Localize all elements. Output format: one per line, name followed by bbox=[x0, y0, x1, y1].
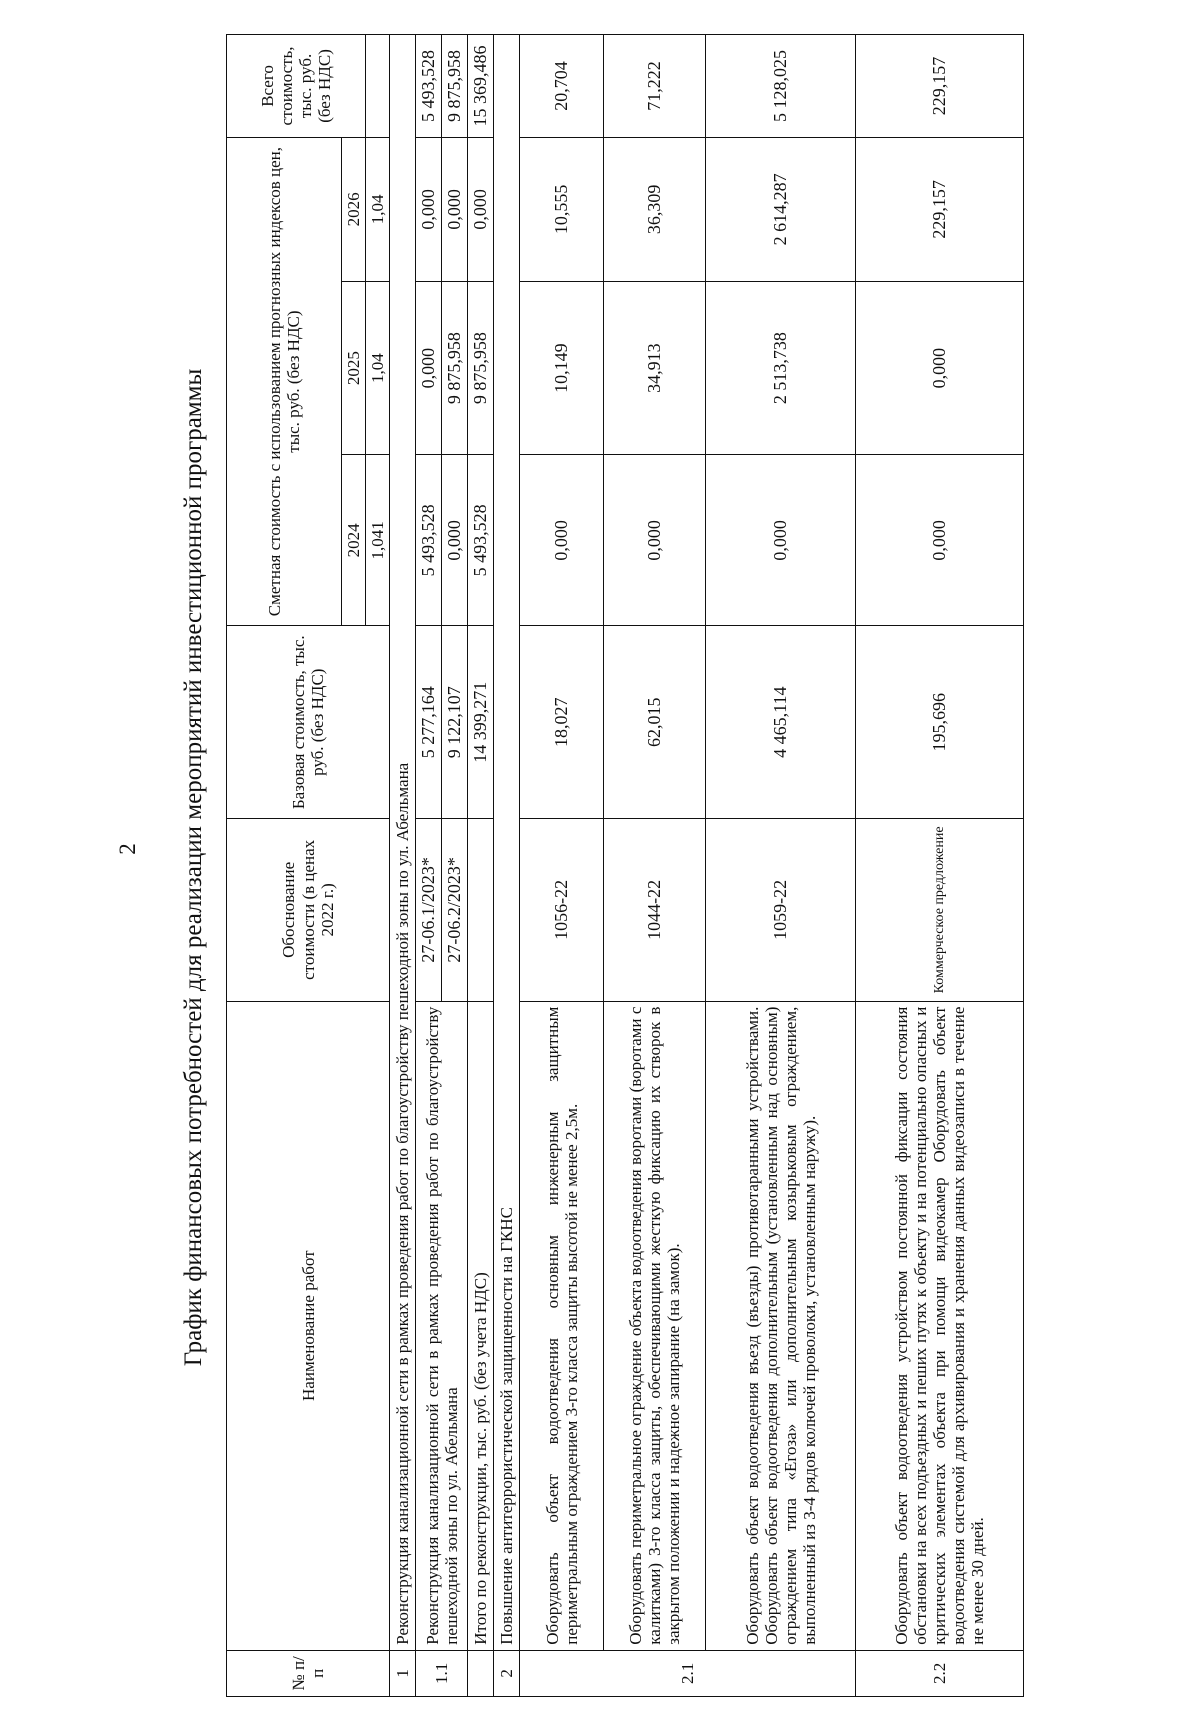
rotated-page-content bbox=[174, 20, 1074, 1715]
row-2-1-b-basis: 1044-22 bbox=[604, 819, 706, 1002]
table-row bbox=[390, 35, 416, 1697]
row-2-1-a-basis: 1056-22 bbox=[520, 819, 604, 1002]
subtotal-2024: 5 493,528 bbox=[468, 455, 494, 626]
section-1-title: Реконструкция канализационной сети в рамках проведения работ по благоустройству пешеходной зоны по ул. Абельмана bbox=[390, 35, 416, 1651]
row-2-1-c-total: 5 128,025 bbox=[706, 35, 856, 138]
row-2-1-a-2024: 0,000 bbox=[520, 455, 604, 626]
row-2-2-base: 195,696 bbox=[856, 626, 1024, 819]
section-2-title: Повышение антитеррористической защищенности на ГКНС bbox=[494, 35, 520, 1651]
header-total-blank bbox=[366, 35, 390, 138]
subtotal-2026: 0,000 bbox=[468, 137, 494, 281]
row-2-1-b-2026: 36,309 bbox=[604, 137, 706, 281]
row-1-1-2025-a: 0,000 bbox=[416, 281, 442, 455]
header-num: № п/п bbox=[227, 1650, 390, 1696]
row-2-2-2025: 0,000 bbox=[856, 281, 1024, 455]
row-2-1-b-base: 62,015 bbox=[604, 626, 706, 819]
row-2-2-total: 229,157 bbox=[856, 35, 1024, 138]
row-2-1-c-2026: 2 614,287 bbox=[706, 137, 856, 281]
table-row bbox=[604, 35, 706, 1697]
row-2-1-a-total: 20,704 bbox=[520, 35, 604, 138]
header-year-2024: 2024 bbox=[342, 455, 366, 626]
row-2-2-basis: Коммерческое предложение bbox=[856, 819, 1024, 1002]
section-1-num: 1 bbox=[390, 1650, 416, 1696]
row-1-1-total-a: 5 493,528 bbox=[416, 35, 442, 138]
row-2-1-b-total: 71,222 bbox=[604, 35, 706, 138]
header-index-2024: 1,041 bbox=[366, 455, 390, 626]
subtotal-basis-blank bbox=[468, 819, 494, 1002]
row-1-1-2026-b: 0,000 bbox=[442, 137, 468, 281]
subtotal-2025: 9 875,958 bbox=[468, 281, 494, 455]
header-base-cost: Базовая стоимость, тыс. руб. (без НДС) bbox=[227, 626, 390, 819]
row-2-1-b-2025: 34,913 bbox=[604, 281, 706, 455]
table-row bbox=[416, 35, 442, 1697]
header-year-2025: 2025 bbox=[342, 281, 366, 455]
row-1-1-2025-b: 9 875,958 bbox=[442, 281, 468, 455]
section-2-num: 2 bbox=[494, 1650, 520, 1696]
table-row bbox=[520, 35, 604, 1697]
row-1-1-base-b: 9 122,107 bbox=[442, 626, 468, 819]
table-row bbox=[856, 35, 1024, 1697]
row-1-1-2024-a: 5 493,528 bbox=[416, 455, 442, 626]
table-row bbox=[706, 35, 856, 1697]
subtotal-base: 14 399,271 bbox=[468, 626, 494, 819]
row-2-1-a-name: Оборудовать объект водоотведения основным инженерным защитным периметральным ограждением 3-го класса защиты высотой не менее 2,5м. bbox=[520, 1001, 604, 1650]
row-2-2-num: 2.2 bbox=[856, 1650, 1024, 1696]
financial-schedule-table bbox=[226, 34, 1024, 1697]
header-index-2026: 1,04 bbox=[366, 137, 390, 281]
header-index-2025: 1,04 bbox=[366, 281, 390, 455]
row-1-1-base-a: 5 277,164 bbox=[416, 626, 442, 819]
row-1-1-2024-b: 0,000 bbox=[442, 455, 468, 626]
row-2-1-c-2024: 0,000 bbox=[706, 455, 856, 626]
row-2-1-c-basis: 1059-22 bbox=[706, 819, 856, 1002]
row-2-1-c-name: Оборудовать объект водоотведения въезд (въезды) противотаранными устройствами. Оборудовать объект водоотведения дополнительным (установленным над основным) ограждением типа «Егоза» или дополнительным козырьковым ограждением, выполненный из 3-4 рядов колючей проволоки, установленным наружу). bbox=[706, 1001, 856, 1650]
row-2-2-2026: 229,157 bbox=[856, 137, 1024, 281]
row-2-1-b-name: Оборудовать периметральное ограждение объекта водоотведения воротами (воротами с калитками) 3-го класса защиты, обеспечивающими жесткую фиксацию их створок в закрытом положении и надежное запирание (на замок). bbox=[604, 1001, 706, 1650]
header-year-2026: 2026 bbox=[342, 137, 366, 281]
subtotal-total: 15 369,486 bbox=[468, 35, 494, 138]
page-number: 2 bbox=[115, 843, 140, 855]
row-1-1-name: Реконструкция канализационной сети в рамках проведения работ по благоустройству пешеходной зоны по ул. Абельмана bbox=[416, 1001, 468, 1650]
row-1-1-basis-a: 27-06.1/2023* bbox=[416, 819, 442, 1002]
header-basis: Обоснование стоимости (в ценах 2022 г.) bbox=[227, 819, 390, 1002]
table-row bbox=[494, 35, 520, 1697]
row-2-1-c-2025: 2 513,738 bbox=[706, 281, 856, 455]
header-total: Всего стоимость, тыс. руб. (без НДС) bbox=[227, 35, 366, 138]
header-estimated-cost: Сметная стоимость с использованием прогнозных индексов цен, тыс. руб. (без НДС) bbox=[227, 137, 342, 625]
subtotal-label: Итого по реконструкции, тыс. руб. (без учета НДС) bbox=[468, 1001, 494, 1650]
document-title: График финансовых потребностей для реализации мероприятий инвестиционной программы bbox=[180, 368, 207, 1367]
header-name: Наименование работ bbox=[227, 1001, 390, 1650]
row-2-2-name: Оборудовать объект водоотведения устройством постоянной фиксации состояния обстановки на всех подъездных и пеших путях к объекту и на потенциально опасных и критических элементах объекта при помощи видеокамер Оборудовать объект водоотведения системой для архивирования и хранения данных видеозаписи в течение не менее 30 дней. bbox=[856, 1001, 1024, 1650]
row-1-1-basis-b: 27-06.2/2023* bbox=[442, 819, 468, 1002]
row-2-1-a-2025: 10,149 bbox=[520, 281, 604, 455]
subtotal-row bbox=[468, 35, 494, 1697]
row-1-1-total-b: 9 875,958 bbox=[442, 35, 468, 138]
row-1-1-num: 1.1 bbox=[416, 1650, 468, 1696]
row-2-1-num: 2.1 bbox=[520, 1650, 856, 1696]
row-2-1-a-2026: 10,555 bbox=[520, 137, 604, 281]
row-2-1-a-base: 18,027 bbox=[520, 626, 604, 819]
subtotal-num-blank bbox=[468, 1650, 494, 1696]
row-2-1-c-base: 4 465,114 bbox=[706, 626, 856, 819]
row-1-1-2026-a: 0,000 bbox=[416, 137, 442, 281]
row-2-1-b-2024: 0,000 bbox=[604, 455, 706, 626]
row-2-2-2024: 0,000 bbox=[856, 455, 1024, 626]
